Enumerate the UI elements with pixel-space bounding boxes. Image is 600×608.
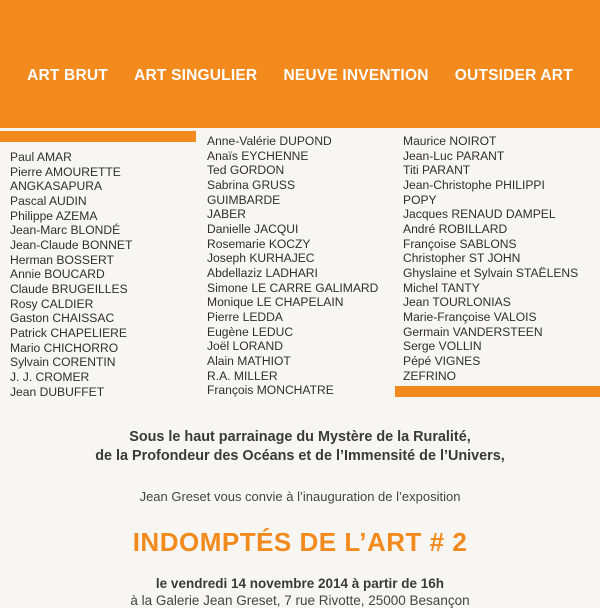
artist-name: Danielle JACQUI: [207, 221, 299, 236]
artist-column-3: [403, 134, 578, 383]
artist-name: Françoise SABLONS: [403, 236, 517, 251]
artist-name: Titi PARANT: [403, 163, 471, 178]
category-outsider-art: OUTSIDER ART: [454, 67, 573, 84]
artist-name: André ROBILLARD: [403, 221, 508, 236]
artist-name: Mario CHICHORRO: [10, 340, 119, 355]
artist-name: POPY: [403, 192, 437, 207]
artist-column-1: [10, 150, 132, 399]
artist-name: Paul AMAR: [10, 150, 72, 164]
artist-name: Annie BOUCARD: [10, 267, 105, 282]
accent-bar-left: [0, 131, 196, 142]
category-neuve-invention: NEUVE INVENTION: [283, 67, 429, 84]
category-art-brut: ART BRUT: [27, 67, 108, 84]
artist-name: Ghyslaine et Sylvain STAËLENS: [403, 265, 579, 280]
artist-name: JABER: [207, 207, 246, 222]
artist-name: Pierre LEDDA: [207, 309, 283, 324]
artist-name: Germain VANDERSTEEN: [403, 324, 543, 339]
artist-name: Christopher ST JOHN: [403, 251, 521, 266]
artist-name: Claude BRUGEILLES: [10, 281, 128, 296]
artist-name: Joël LORAND: [207, 339, 283, 354]
patronage-line-1: Sous le haut parrainage du Mystère de la Ruralité,: [129, 429, 471, 445]
artist-name: GUIMBARDE: [207, 192, 281, 207]
artist-name: ANGKASAPURA: [10, 179, 103, 194]
exhibition-title: INDOMPTÉS DE L’ART # 2: [132, 527, 468, 557]
artist-name: ZEFRINO: [403, 368, 457, 383]
accent-bar-right: [395, 386, 600, 397]
patronage-line-2: de la Profondeur des Océans et de l’Immensité de l’Univers,: [95, 448, 505, 464]
artist-name: J. J. CROMER: [10, 369, 90, 384]
artist-name: Gaston CHAISSAC: [10, 311, 115, 326]
artist-name: Alain MATHIOT: [207, 353, 291, 368]
artist-name: Anaïs EYCHENNE: [207, 148, 309, 163]
artist-name: Jean-Marc BLONDÉ: [10, 223, 121, 238]
artist-name: Jean-Luc PARANT: [403, 148, 505, 163]
invitation-line: Jean Greset vous convie à l’inauguration de l’exposition: [139, 489, 461, 504]
artist-name: Pascal AUDIN: [10, 193, 87, 208]
artist-name: Herman BOSSERT: [10, 252, 114, 267]
artist-name: Rosemarie KOCZY: [207, 236, 311, 251]
artist-name: Abdellaziz LADHARI: [207, 265, 318, 280]
artist-name: Anne-Valérie DUPOND: [207, 134, 332, 148]
artist-name: Patrick CHAPELIERE: [10, 325, 127, 340]
header-banner: [0, 0, 600, 128]
artist-name: Maurice NOIROT: [403, 134, 497, 148]
artist-name: Joseph KURHAJEC: [207, 251, 315, 266]
artist-name: Jean TOURLONIAS: [403, 295, 511, 310]
artist-name: Eugène LEDUC: [207, 324, 294, 339]
artist-name: Sylvain CORENTIN: [10, 355, 116, 370]
art-categories: [0, 67, 600, 85]
artist-name: François MONCHATRE: [207, 383, 334, 398]
artist-name: Ted GORDON: [207, 163, 285, 178]
opening-date: le vendredi 14 novembre 2014 à partir de 16h: [155, 576, 445, 591]
artist-name: Jean-Christophe PHILIPPI: [403, 177, 545, 192]
artist-name: Sabrina GRUSS: [207, 177, 296, 192]
artist-name: Monique LE CHAPELAIN: [207, 295, 344, 310]
gallery-address: à la Galerie Jean Greset, 7 rue Rivotte, 25000 Besançon: [130, 593, 470, 608]
artist-name: Jean-Claude BONNET: [10, 237, 133, 252]
artist-name: Jean DUBUFFET: [10, 384, 105, 399]
artist-name: Rosy CALDIER: [10, 296, 94, 311]
artist-column-2: [207, 134, 378, 398]
artist-name: Pépé VIGNES: [403, 353, 481, 368]
patronage-text: [0, 428, 600, 466]
artist-name: Michel TANTY: [403, 280, 480, 295]
artist-name: R.A. MILLER: [207, 368, 278, 383]
artist-name: Philippe AZEMA: [10, 208, 98, 223]
artist-name: Serge VOLLIN: [403, 339, 482, 354]
artist-name: Marie-Françoise VALOIS: [403, 309, 537, 324]
artist-name: Simone LE CARRE GALIMARD: [207, 280, 379, 295]
category-art-singulier: ART SINGULIER: [134, 67, 258, 84]
artist-name: Pierre AMOURETTE: [10, 164, 121, 179]
artist-name: Jacques RENAUD DAMPEL: [403, 207, 556, 222]
